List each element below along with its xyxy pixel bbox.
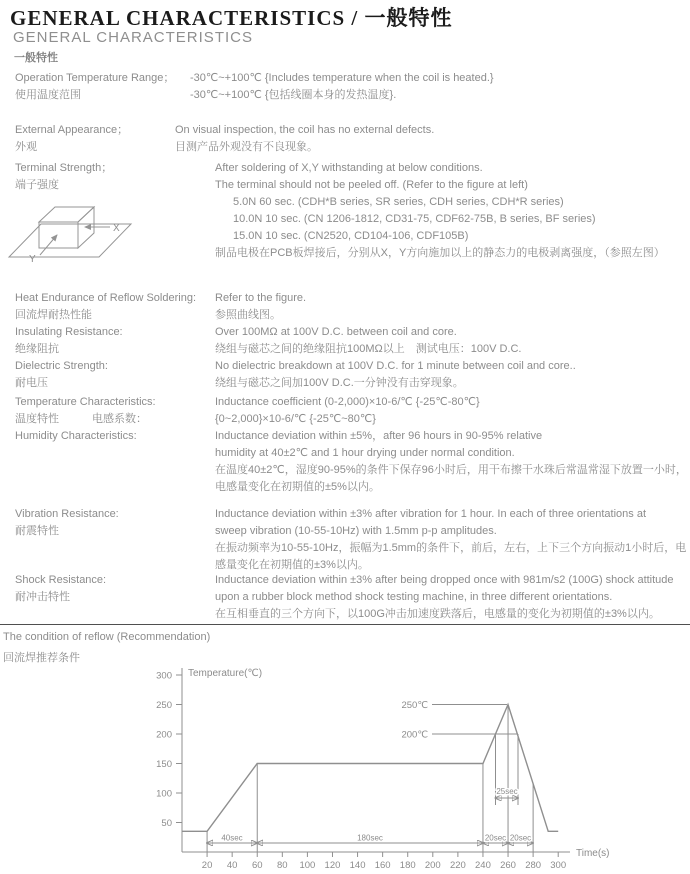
spec-heat-endurance <box>0 290 690 324</box>
spec-humidity-characteristics <box>0 428 690 496</box>
spec-value-line: 在互相垂直的三个方向下，以100G冲击加速度跌落后，电感量的变化为初期值的±3%以内。 <box>215 608 660 620</box>
spec-label-cn: 端子强度 <box>15 179 59 191</box>
spec-label-cn: 回流焊耐热性能 <box>15 309 92 321</box>
spec-value-line: 电感量变化在初期值的±5%以内。 <box>215 481 380 493</box>
peak-temp-label: 250℃ <box>401 700 428 711</box>
section-subtitle-en: GENERAL CHARACTERISTICS <box>13 29 253 46</box>
spec-value-line: sweep vibration (10-55-10Hz) with 1.5mm p-p amplitudes. <box>215 525 497 537</box>
svg-text:250: 250 <box>156 700 172 711</box>
spec-label-cn: 耐电压 <box>15 377 48 389</box>
section-divider <box>0 624 690 625</box>
section-subtitle-cn: 一般特性 <box>14 52 58 64</box>
svg-text:100: 100 <box>299 860 316 871</box>
spec-value-line: Inductance deviation within ±3% after vibration for 1 hour. In each of three orientations at <box>215 508 647 520</box>
spec-value-line: 感量变化在初期值的±3%以内。 <box>215 559 369 571</box>
spec-value-line: Refer to the figure. <box>215 292 307 304</box>
soak-time-label: 180sec <box>357 833 383 843</box>
temperature-profile-line <box>182 705 558 832</box>
spec-label-cn: 温度特性 电感系数： <box>15 413 147 425</box>
svg-text:140: 140 <box>349 860 366 871</box>
spec-value-line: 制品电极在PCB板焊接后，分别从X，Y方向施加以上的静态力的电极剥离强度，（参照左图） <box>215 247 665 259</box>
svg-text:100: 100 <box>156 788 172 800</box>
spec-value-line: humidity at 40±2℃ and 1 hour drying under normal condition. <box>215 447 515 459</box>
svg-text:300: 300 <box>156 670 172 682</box>
terminal-strength-diagram <box>6 198 141 270</box>
spec-external-appearance <box>0 122 690 156</box>
svg-text:300: 300 <box>550 860 567 871</box>
spec-vibration-resistance <box>0 506 690 574</box>
reflow-profile-chart <box>130 660 690 874</box>
spec-label-cn: 绝缘阻抗 <box>15 343 59 355</box>
spec-operation-temperature <box>0 70 690 104</box>
spec-label-en: Insulating Resistance: <box>15 326 123 338</box>
spec-value-line: 目测产品外观没有不良现象。 <box>175 141 318 153</box>
preheat-temp-label: 200℃ <box>401 729 428 741</box>
spec-temperature-characteristics <box>0 394 690 428</box>
spec-value-line: 10.0N 10 sec. (CN 1206-1812, CD31-75, CDF62-75B, B series, BF series) <box>233 213 596 225</box>
svg-text:220: 220 <box>449 860 466 871</box>
spec-value-line: After soldering of X,Y withstanding at below conditions. <box>215 162 483 174</box>
spec-value-line: 在温度40±2℃，湿度90-95%的条件下保存96小时后，用干布擦干水珠后常温常湿下放置一小时， <box>215 464 687 476</box>
spec-value-line: -30℃~+100℃ {Includes temperature when the coil is heated.} <box>190 72 494 84</box>
spec-label-en: Temperature Characteristics: <box>15 396 156 408</box>
spec-value-line: 5.0N 60 sec. (CDH*B series, SR series, CDH series, CDH*R series) <box>233 196 564 208</box>
y-axis-ticks <box>156 671 182 830</box>
spec-dielectric-strength <box>0 358 690 392</box>
reflow-condition-title-en: The condition of reflow (Recommendation) <box>3 631 211 643</box>
reflow-condition-title-cn: 回流焊推荐条件 <box>3 652 80 664</box>
svg-text:60: 60 <box>251 860 263 871</box>
spec-value-line: On visual inspection, the coil has no external defects. <box>175 124 435 136</box>
spec-value-line: upon a rubber block method shock testing machine, in three different orientations. <box>215 591 613 603</box>
x-axis-force-label: X <box>113 223 120 234</box>
rise-time-label: 20sec <box>484 833 507 843</box>
spec-label-en: Heat Endurance of Reflow Soldering: <box>15 292 196 304</box>
y-axis-title: Temperature(℃) <box>188 668 263 679</box>
svg-text:180: 180 <box>399 860 416 871</box>
x-axis-ticks <box>202 852 566 871</box>
svg-text:200: 200 <box>156 729 172 741</box>
spec-label-cn: 耐冲击特性 <box>15 591 70 603</box>
spec-insulating-resistance <box>0 324 690 358</box>
y-axis-force-label: Y <box>29 254 36 265</box>
x-axis-title: Time(s) <box>576 848 610 859</box>
spec-label-en: Humidity Characteristics: <box>15 430 137 442</box>
svg-text:120: 120 <box>324 860 341 871</box>
spec-label-en: Dielectric Strength: <box>15 360 108 372</box>
spec-value-line: Inductance deviation within ±3% after being dropped once with 981m/s2 (100G) shock attitude <box>215 574 674 586</box>
spec-value-line: -30℃~+100℃ {包括线圈本身的发热温度}. <box>190 89 397 101</box>
svg-text:240: 240 <box>475 860 491 871</box>
svg-text:200: 200 <box>424 860 441 871</box>
svg-text:80: 80 <box>277 860 288 871</box>
svg-text:40: 40 <box>226 860 238 871</box>
ramp-time-label: 40sec <box>221 833 243 843</box>
spec-value-line: 绕组与磁芯之间加100V D.C.一分钟没有击穿现象。 <box>215 377 464 389</box>
spec-label-en: Vibration Resistance: <box>15 508 119 520</box>
time-guide-lines <box>207 705 533 853</box>
svg-text:50: 50 <box>161 818 172 829</box>
spec-value-line: Inductance coefficient (0-2,000)×10-6/℃ {-25℃-80℃} <box>215 396 480 408</box>
spec-label-cn: 耐震特性 <box>15 525 59 537</box>
svg-text:20: 20 <box>201 860 213 871</box>
spec-value-line: Inductance deviation within ±5%，after 96 hours in 90-95% relative <box>215 430 543 442</box>
spec-value-line: 参照曲线图。 <box>215 309 281 321</box>
spec-value-line: No dielectric breakdown at 100V D.C. for 1 minute between coil and core.. <box>215 360 576 372</box>
spec-value-line: The terminal should not be peeled off. (Refer to the figure at left) <box>215 179 528 191</box>
spec-label-en: Shock Resistance: <box>15 574 107 586</box>
y-force-arrow <box>40 235 57 255</box>
spec-value-line: 在振动频率为10-55-10Hz，振幅为1.5mm的条件下，前后，左右，上下三个方向振动1小时后，电 <box>215 542 687 554</box>
spec-value-line: 绕组与磁芯之间的绝缘阻抗100MΩ以上 测试电压：100V D.C. <box>215 343 522 355</box>
peak-width-label: 25sec <box>496 787 518 796</box>
spec-shock-resistance <box>0 572 690 623</box>
page-title: GENERAL CHARACTERISTICS / 一般特性 <box>10 6 453 30</box>
spec-label-cn: 外观 <box>15 141 37 153</box>
spec-label-en: Operation Temperature Range； <box>15 72 175 84</box>
spec-value-line: {0~2,000}×10-6/℃ {-25℃~80℃} <box>215 413 376 425</box>
svg-text:280: 280 <box>525 860 542 871</box>
component-front-face <box>39 222 78 248</box>
spec-label-en: External Appearance； <box>15 124 129 136</box>
svg-text:150: 150 <box>156 759 172 770</box>
spec-value-line: 15.0N 10 sec. (CN2520, CD104-106, CDF105B) <box>233 230 469 242</box>
fall-time-label: 20sec <box>509 833 532 843</box>
spec-value-line: Over 100MΩ at 100V D.C. between coil and core. <box>215 326 457 338</box>
spec-label-cn: 使用温度范围 <box>15 89 81 101</box>
svg-text:160: 160 <box>374 860 391 871</box>
spec-label-en: Terminal Strength； <box>15 162 113 174</box>
svg-text:260: 260 <box>500 860 516 871</box>
spec-terminal-strength <box>0 160 690 265</box>
